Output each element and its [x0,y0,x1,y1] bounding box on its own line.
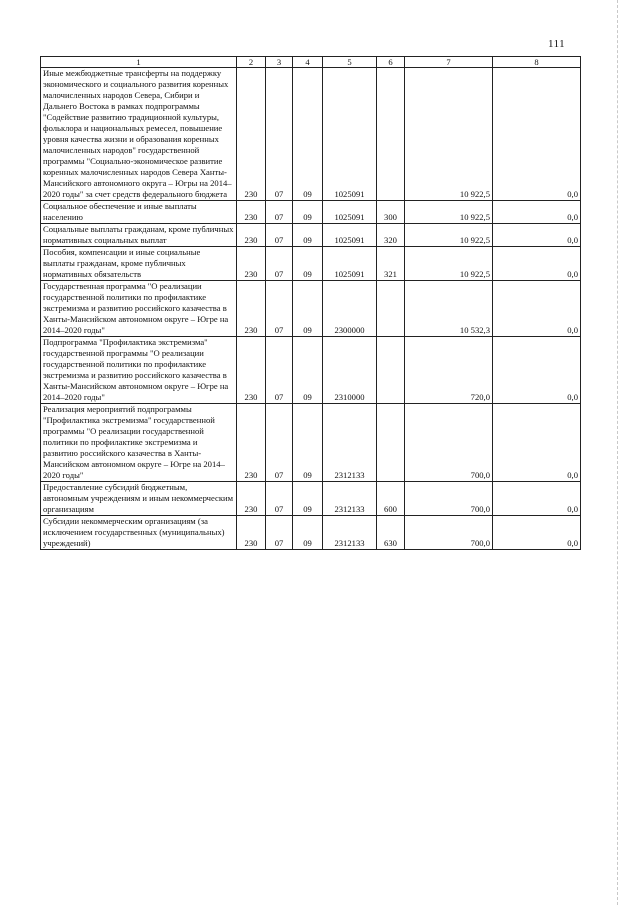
amount-cell: 0,0 [493,201,581,224]
row-name-cell: Предоставление субсидий бюджетным, автономным учреждениям и иным некоммерческим организациям [41,482,237,516]
row-name-cell: Социальные выплаты гражданам, кроме публичных нормативных социальных выплат [41,224,237,247]
section-code-cell: 07 [266,68,293,201]
admin-code-cell: 230 [237,247,266,281]
section-code-cell: 07 [266,404,293,482]
target-article-cell: 2300000 [323,281,377,337]
admin-code-cell: 230 [237,201,266,224]
amount-cell: 0,0 [493,337,581,404]
amount-cell: 0,0 [493,404,581,482]
row-name-cell: Субсидии некоммерческим организациям (за исключением государственных (муниципальных) учреждений) [41,516,237,550]
target-article-cell: 1025091 [323,247,377,281]
amount-cell: 0,0 [493,68,581,201]
subsection-code-cell: 09 [293,516,323,550]
row-name-cell: Иные межбюджетные трансферты на поддержку экономического и социального развития коренных малочисленных народов Севера, Сибири и Дальнего Востока в рамках подпрограммы "Содействие развитию традиционной культуры, фольклора и национальных ремесел, повышение уровня качества жизни и образования коренных малочисленных народов" государственной программы "Социально-экономическое развитие коренных малочисленных народов Севера Ханты-Мансийского автономного округа – Югры на 2014–2020 годы" за счет средств федерального бюджета [41,68,237,201]
amount-cell: 700,0 [405,482,493,516]
subsection-code-cell: 09 [293,337,323,404]
amount-cell: 0,0 [493,281,581,337]
header-row [41,57,581,68]
subsection-code-cell: 09 [293,281,323,337]
table-row [41,337,581,404]
admin-code-cell: 230 [237,516,266,550]
expense-type-cell [377,337,405,404]
amount-cell: 700,0 [405,404,493,482]
amount-cell: 10 922,5 [405,224,493,247]
table-row [41,482,581,516]
column-header: 2 [237,57,266,68]
row-name-cell: Пособия, компенсации и иные социальные выплаты гражданам, кроме публичных нормативных обязательств [41,247,237,281]
amount-cell: 10 922,5 [405,247,493,281]
amount-cell: 10 532,3 [405,281,493,337]
expense-type-cell [377,281,405,337]
subsection-code-cell: 09 [293,224,323,247]
admin-code-cell: 230 [237,482,266,516]
subsection-code-cell: 09 [293,201,323,224]
table-row [41,404,581,482]
table-row [41,224,581,247]
amount-cell: 700,0 [405,516,493,550]
amount-cell: 720,0 [405,337,493,404]
amount-cell: 10 922,5 [405,68,493,201]
section-code-cell: 07 [266,337,293,404]
expense-type-cell: 320 [377,224,405,247]
target-article-cell: 1025091 [323,224,377,247]
expense-type-cell: 300 [377,201,405,224]
section-code-cell: 07 [266,281,293,337]
binder-edge-line [617,0,618,905]
target-article-cell: 2310000 [323,337,377,404]
admin-code-cell: 230 [237,404,266,482]
section-code-cell: 07 [266,482,293,516]
admin-code-cell: 230 [237,281,266,337]
target-article-cell: 1025091 [323,68,377,201]
section-code-cell: 07 [266,516,293,550]
column-header: 7 [405,57,493,68]
column-header: 8 [493,57,581,68]
table-row [41,281,581,337]
subsection-code-cell: 09 [293,482,323,516]
admin-code-cell: 230 [237,337,266,404]
budget-table [40,56,581,550]
row-name-cell: Реализация мероприятий подпрограммы "Профилактика экстремизма" государственной программы "О реализации государственной политики по профилактике экстремизма и развитию российского казачества в Ханты-Мансийском автономном округе – Югре на 2014–2020 годы" [41,404,237,482]
subsection-code-cell: 09 [293,247,323,281]
expense-type-cell: 630 [377,516,405,550]
section-code-cell: 07 [266,247,293,281]
page-number: 111 [548,38,566,50]
section-code-cell: 07 [266,224,293,247]
subsection-code-cell: 09 [293,68,323,201]
table-row [41,201,581,224]
expense-type-cell [377,68,405,201]
amount-cell: 0,0 [493,482,581,516]
column-header: 3 [266,57,293,68]
table-row [41,516,581,550]
expense-type-cell [377,404,405,482]
column-header: 6 [377,57,405,68]
target-article-cell: 2312133 [323,404,377,482]
target-article-cell: 1025091 [323,201,377,224]
subsection-code-cell: 09 [293,404,323,482]
amount-cell: 10 922,5 [405,201,493,224]
column-header: 4 [293,57,323,68]
target-article-cell: 2312133 [323,516,377,550]
column-header: 1 [41,57,237,68]
amount-cell: 0,0 [493,516,581,550]
admin-code-cell: 230 [237,224,266,247]
admin-code-cell: 230 [237,68,266,201]
section-code-cell: 07 [266,201,293,224]
amount-cell: 0,0 [493,247,581,281]
row-name-cell: Подпрограмма "Профилактика экстремизма" государственной программы "О реализации государственной политики по профилактике экстремизма и развитию российского казачества в Ханты-Мансийском автономном округе – Югре на 2014–2020 годы" [41,337,237,404]
row-name-cell: Социальное обеспечение и иные выплаты населению [41,201,237,224]
expense-type-cell: 321 [377,247,405,281]
table-row [41,247,581,281]
row-name-cell: Государственная программа "О реализации государственной политики по профилактике экстремизма и развитию российского казачества в Ханты-Мансийском автономном округе – Югре на 2014–2020 годы" [41,281,237,337]
amount-cell: 0,0 [493,224,581,247]
column-header: 5 [323,57,377,68]
target-article-cell: 2312133 [323,482,377,516]
table-row [41,68,581,201]
expense-type-cell: 600 [377,482,405,516]
